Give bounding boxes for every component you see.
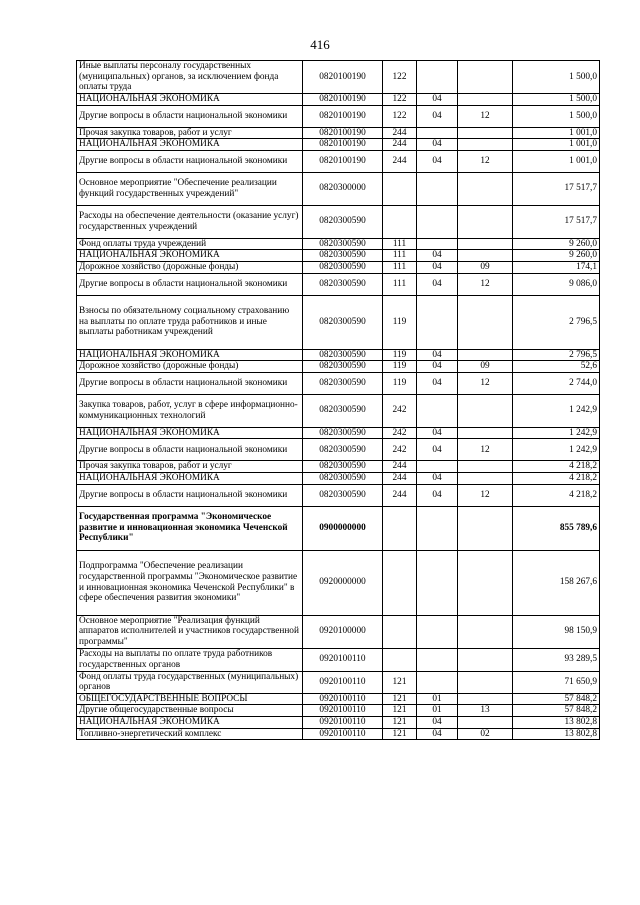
subsection-code: 13 bbox=[458, 705, 513, 717]
target-article-code: 0820300590 bbox=[303, 205, 383, 238]
amount: 1 001,0 bbox=[513, 139, 600, 151]
section-code bbox=[417, 671, 458, 693]
table-row bbox=[77, 105, 600, 127]
subsection-code bbox=[458, 615, 513, 648]
section-code: 01 bbox=[417, 693, 458, 705]
section-code: 04 bbox=[417, 150, 458, 172]
line-item-name: Другие вопросы в области национальной экономики bbox=[77, 372, 303, 394]
line-item-name: НАЦИОНАЛЬНАЯ ЭКОНОМИКА bbox=[77, 250, 303, 262]
section-code bbox=[417, 127, 458, 139]
target-article-code: 0820300590 bbox=[303, 361, 383, 373]
table-row bbox=[77, 461, 600, 473]
table-row bbox=[77, 238, 600, 250]
subsection-code: 09 bbox=[458, 361, 513, 373]
amount: 158 267,6 bbox=[513, 550, 600, 615]
subsection-code: 12 bbox=[458, 439, 513, 461]
table-row bbox=[77, 506, 600, 550]
amount: 17 517,7 bbox=[513, 172, 600, 205]
line-item-name: Дорожное хозяйство (дорожные фонды) bbox=[77, 261, 303, 273]
line-item-name: Фонд оплаты труда государственных (муниципальных) органов bbox=[77, 671, 303, 693]
expense-type-code: 111 bbox=[383, 250, 417, 262]
expense-type-code: 119 bbox=[383, 361, 417, 373]
subsection-code bbox=[458, 671, 513, 693]
expense-type-code bbox=[383, 615, 417, 648]
section-code: 04 bbox=[417, 372, 458, 394]
amount: 9 086,0 bbox=[513, 273, 600, 295]
amount: 9 260,0 bbox=[513, 238, 600, 250]
subsection-code bbox=[458, 172, 513, 205]
target-article-code: 0820300000 bbox=[303, 172, 383, 205]
section-code bbox=[417, 550, 458, 615]
section-code: 04 bbox=[417, 250, 458, 262]
line-item-name: Взносы по обязательному социальному страхованию на выплаты по оплате труда работников и иные выплаты работникам учреждений bbox=[77, 295, 303, 349]
subsection-code bbox=[458, 238, 513, 250]
expense-type-code: 111 bbox=[383, 273, 417, 295]
subsection-code: 12 bbox=[458, 105, 513, 127]
line-item-name: Государственная программа "Экономическое развитие и инновационная экономика Чеченской Республики" bbox=[77, 506, 303, 550]
budget-table-body bbox=[77, 61, 600, 740]
table-row bbox=[77, 205, 600, 238]
section-code: 04 bbox=[417, 139, 458, 151]
section-code bbox=[417, 295, 458, 349]
line-item-name: ОБЩЕГОСУДАРСТВЕННЫЕ ВОПРОСЫ bbox=[77, 693, 303, 705]
line-item-name: Другие общегосударственные вопросы bbox=[77, 705, 303, 717]
amount: 174,1 bbox=[513, 261, 600, 273]
expense-type-code: 242 bbox=[383, 439, 417, 461]
target-article-code: 0920000000 bbox=[303, 550, 383, 615]
expense-type-code bbox=[383, 550, 417, 615]
section-code: 04 bbox=[417, 105, 458, 127]
target-article-code: 0920100110 bbox=[303, 693, 383, 705]
line-item-name: Прочая закупка товаров, работ и услуг bbox=[77, 461, 303, 473]
section-code bbox=[417, 394, 458, 427]
amount: 2 796,5 bbox=[513, 349, 600, 361]
expense-type-code: 242 bbox=[383, 394, 417, 427]
table-row bbox=[77, 615, 600, 648]
subsection-code: 09 bbox=[458, 261, 513, 273]
section-code bbox=[417, 461, 458, 473]
subsection-code: 12 bbox=[458, 484, 513, 506]
table-row bbox=[77, 273, 600, 295]
amount: 1 001,0 bbox=[513, 127, 600, 139]
target-article-code: 0820300590 bbox=[303, 484, 383, 506]
amount: 52,6 bbox=[513, 361, 600, 373]
table-row bbox=[77, 127, 600, 139]
page-number: 416 bbox=[310, 37, 330, 52]
target-article-code: 0820100190 bbox=[303, 139, 383, 151]
line-item-name: Расходы на обеспечение деятельности (оказание услуг) государственных учреждений bbox=[77, 205, 303, 238]
line-item-name: Топливно-энергетический комплекс bbox=[77, 728, 303, 740]
table-row bbox=[77, 648, 600, 671]
expense-type-code: 119 bbox=[383, 372, 417, 394]
amount: 1 500,0 bbox=[513, 61, 600, 94]
section-code: 04 bbox=[417, 484, 458, 506]
section-code: 04 bbox=[417, 94, 458, 106]
amount: 98 150,9 bbox=[513, 615, 600, 648]
amount: 1 242,9 bbox=[513, 394, 600, 427]
subsection-code bbox=[458, 461, 513, 473]
budget-table bbox=[76, 60, 600, 740]
target-article-code: 0820300590 bbox=[303, 349, 383, 361]
expense-type-code: 121 bbox=[383, 705, 417, 717]
amount: 57 848,2 bbox=[513, 705, 600, 717]
table-row bbox=[77, 94, 600, 106]
amount: 2 796,5 bbox=[513, 295, 600, 349]
amount: 4 218,2 bbox=[513, 484, 600, 506]
amount: 4 218,2 bbox=[513, 461, 600, 473]
expense-type-code: 119 bbox=[383, 349, 417, 361]
subsection-code bbox=[458, 427, 513, 439]
target-article-code: 0820100190 bbox=[303, 127, 383, 139]
amount: 13 802,8 bbox=[513, 728, 600, 740]
expense-type-code: 244 bbox=[383, 461, 417, 473]
subsection-code: 12 bbox=[458, 372, 513, 394]
table-row bbox=[77, 693, 600, 705]
table-row bbox=[77, 671, 600, 693]
expense-type-code: 111 bbox=[383, 238, 417, 250]
expense-type-code bbox=[383, 648, 417, 671]
expense-type-code: 119 bbox=[383, 295, 417, 349]
section-code bbox=[417, 238, 458, 250]
expense-type-code: 242 bbox=[383, 427, 417, 439]
target-article-code: 0820300590 bbox=[303, 250, 383, 262]
subsection-code bbox=[458, 693, 513, 705]
section-code bbox=[417, 506, 458, 550]
subsection-code bbox=[458, 506, 513, 550]
line-item-name: НАЦИОНАЛЬНАЯ ЭКОНОМИКА bbox=[77, 427, 303, 439]
line-item-name: НАЦИОНАЛЬНАЯ ЭКОНОМИКА bbox=[77, 349, 303, 361]
subsection-code bbox=[458, 716, 513, 728]
subsection-code bbox=[458, 61, 513, 94]
section-code bbox=[417, 205, 458, 238]
target-article-code: 0920100110 bbox=[303, 705, 383, 717]
line-item-name: НАЦИОНАЛЬНАЯ ЭКОНОМИКА bbox=[77, 94, 303, 106]
line-item-name: Другие вопросы в области национальной экономики bbox=[77, 484, 303, 506]
section-code: 04 bbox=[417, 349, 458, 361]
section-code: 04 bbox=[417, 472, 458, 484]
target-article-code: 0920100000 bbox=[303, 615, 383, 648]
target-article-code: 0900000000 bbox=[303, 506, 383, 550]
amount: 1 242,9 bbox=[513, 439, 600, 461]
target-article-code: 0820300590 bbox=[303, 472, 383, 484]
subsection-code: 02 bbox=[458, 728, 513, 740]
amount: 1 500,0 bbox=[513, 94, 600, 106]
subsection-code bbox=[458, 205, 513, 238]
subsection-code bbox=[458, 94, 513, 106]
section-code: 04 bbox=[417, 261, 458, 273]
target-article-code: 0820300590 bbox=[303, 273, 383, 295]
table-row bbox=[77, 550, 600, 615]
line-item-name: НАЦИОНАЛЬНАЯ ЭКОНОМИКА bbox=[77, 472, 303, 484]
table-row bbox=[77, 472, 600, 484]
table-row bbox=[77, 728, 600, 740]
table-row bbox=[77, 150, 600, 172]
section-code: 04 bbox=[417, 439, 458, 461]
amount: 57 848,2 bbox=[513, 693, 600, 705]
expense-type-code: 244 bbox=[383, 150, 417, 172]
section-code bbox=[417, 648, 458, 671]
line-item-name: Иные выплаты персоналу государственных (муниципальных) органов, за исключением фонда оплаты труда bbox=[77, 61, 303, 94]
subsection-code bbox=[458, 472, 513, 484]
amount: 17 517,7 bbox=[513, 205, 600, 238]
target-article-code: 0820300590 bbox=[303, 295, 383, 349]
subsection-code bbox=[458, 250, 513, 262]
target-article-code: 0820100190 bbox=[303, 150, 383, 172]
line-item-name: Закупка товаров, работ, услуг в сфере информационно-коммуникационных технологий bbox=[77, 394, 303, 427]
section-code: 04 bbox=[417, 728, 458, 740]
table-row bbox=[77, 139, 600, 151]
line-item-name: Другие вопросы в области национальной экономики bbox=[77, 105, 303, 127]
expense-type-code: 122 bbox=[383, 105, 417, 127]
subsection-code: 12 bbox=[458, 150, 513, 172]
amount: 13 802,8 bbox=[513, 716, 600, 728]
amount: 93 289,5 bbox=[513, 648, 600, 671]
amount: 2 744,0 bbox=[513, 372, 600, 394]
line-item-name: Другие вопросы в области национальной экономики bbox=[77, 150, 303, 172]
subsection-code: 12 bbox=[458, 273, 513, 295]
subsection-code bbox=[458, 648, 513, 671]
target-article-code: 0820300590 bbox=[303, 439, 383, 461]
section-code: 04 bbox=[417, 273, 458, 295]
table-row bbox=[77, 439, 600, 461]
expense-type-code bbox=[383, 205, 417, 238]
expense-type-code: 121 bbox=[383, 671, 417, 693]
target-article-code: 0920100110 bbox=[303, 671, 383, 693]
expense-type-code: 244 bbox=[383, 139, 417, 151]
expense-type-code: 111 bbox=[383, 261, 417, 273]
target-article-code: 0920100110 bbox=[303, 728, 383, 740]
table-row bbox=[77, 61, 600, 94]
line-item-name: Дорожное хозяйство (дорожные фонды) bbox=[77, 361, 303, 373]
target-article-code: 0820100190 bbox=[303, 105, 383, 127]
expense-type-code: 122 bbox=[383, 94, 417, 106]
section-code bbox=[417, 615, 458, 648]
table-row bbox=[77, 394, 600, 427]
amount: 4 218,2 bbox=[513, 472, 600, 484]
table-row bbox=[77, 295, 600, 349]
line-item-name: Фонд оплаты труда учреждений bbox=[77, 238, 303, 250]
table-row bbox=[77, 716, 600, 728]
target-article-code: 0820300590 bbox=[303, 394, 383, 427]
expense-type-code: 244 bbox=[383, 484, 417, 506]
amount: 1 001,0 bbox=[513, 150, 600, 172]
target-article-code: 0820300590 bbox=[303, 238, 383, 250]
target-article-code: 0820300590 bbox=[303, 427, 383, 439]
line-item-name: Основное мероприятие "Обеспечение реализации функций государственных учреждений" bbox=[77, 172, 303, 205]
line-item-name: НАЦИОНАЛЬНАЯ ЭКОНОМИКА bbox=[77, 139, 303, 151]
subsection-code bbox=[458, 139, 513, 151]
subsection-code bbox=[458, 550, 513, 615]
amount: 1 500,0 bbox=[513, 105, 600, 127]
section-code bbox=[417, 172, 458, 205]
table-row bbox=[77, 484, 600, 506]
subsection-code bbox=[458, 295, 513, 349]
line-item-name: Другие вопросы в области национальной экономики bbox=[77, 439, 303, 461]
table-row bbox=[77, 261, 600, 273]
expense-type-code: 121 bbox=[383, 716, 417, 728]
line-item-name: НАЦИОНАЛЬНАЯ ЭКОНОМИКА bbox=[77, 716, 303, 728]
subsection-code bbox=[458, 127, 513, 139]
line-item-name: Подпрограмма "Обеспечение реализации государственной программы "Экономическое развитие и инновационная экономика Чеченской Республики" в сфере обеспечения развития экономики" bbox=[77, 550, 303, 615]
expense-type-code: 122 bbox=[383, 61, 417, 94]
target-article-code: 0920100110 bbox=[303, 716, 383, 728]
section-code: 04 bbox=[417, 361, 458, 373]
subsection-code bbox=[458, 349, 513, 361]
target-article-code: 0820300590 bbox=[303, 261, 383, 273]
section-code: 01 bbox=[417, 705, 458, 717]
target-article-code: 0820100190 bbox=[303, 94, 383, 106]
line-item-name: Другие вопросы в области национальной экономики bbox=[77, 273, 303, 295]
table-row bbox=[77, 172, 600, 205]
section-code: 04 bbox=[417, 427, 458, 439]
section-code: 04 bbox=[417, 716, 458, 728]
table-row bbox=[77, 427, 600, 439]
amount: 71 650,9 bbox=[513, 671, 600, 693]
table-row bbox=[77, 361, 600, 373]
section-code bbox=[417, 61, 458, 94]
amount: 855 789,6 bbox=[513, 506, 600, 550]
table-row bbox=[77, 349, 600, 361]
target-article-code: 0820300590 bbox=[303, 461, 383, 473]
expense-type-code: 121 bbox=[383, 728, 417, 740]
line-item-name: Прочая закупка товаров, работ и услуг bbox=[77, 127, 303, 139]
subsection-code bbox=[458, 394, 513, 427]
line-item-name: Расходы на выплаты по оплате труда работников государственных органов bbox=[77, 648, 303, 671]
amount: 1 242,9 bbox=[513, 427, 600, 439]
table-row bbox=[77, 250, 600, 262]
amount: 9 260,0 bbox=[513, 250, 600, 262]
target-article-code: 0820300590 bbox=[303, 372, 383, 394]
expense-type-code: 244 bbox=[383, 127, 417, 139]
table-row bbox=[77, 705, 600, 717]
target-article-code: 0820100190 bbox=[303, 61, 383, 94]
expense-type-code: 121 bbox=[383, 693, 417, 705]
table-row bbox=[77, 372, 600, 394]
line-item-name: Основное мероприятие "Реализация функций аппаратов исполнителей и участников государственной программы" bbox=[77, 615, 303, 648]
expense-type-code bbox=[383, 172, 417, 205]
expense-type-code bbox=[383, 506, 417, 550]
target-article-code: 0920100110 bbox=[303, 648, 383, 671]
expense-type-code: 244 bbox=[383, 472, 417, 484]
